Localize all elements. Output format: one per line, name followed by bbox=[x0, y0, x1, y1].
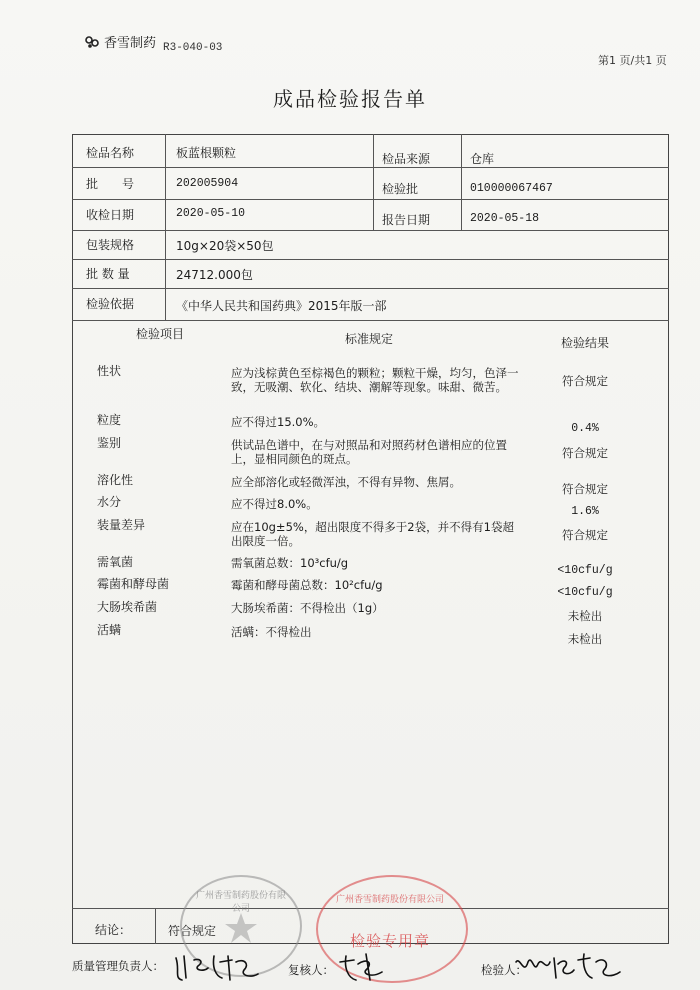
qa-manager-label: 质量管理负责人： bbox=[72, 959, 164, 973]
test-requirement: 大肠埃希菌：不得检出（1g） bbox=[231, 601, 384, 615]
product-name-label: 检品名称 bbox=[86, 146, 135, 160]
product-name-value: 板蓝根颗粒 bbox=[176, 146, 237, 160]
test-item: 鉴别 bbox=[97, 436, 122, 450]
column-header-item: 检验项目 bbox=[136, 327, 185, 341]
test-result: 0.4% bbox=[571, 422, 599, 435]
test-requirement: 应不得过15.0%。 bbox=[231, 415, 326, 429]
test-result: 未检出 bbox=[567, 632, 603, 646]
test-item: 粒度 bbox=[97, 413, 122, 427]
test-result: 符合规定 bbox=[562, 482, 608, 496]
test-item: 需氧菌 bbox=[97, 555, 134, 569]
conclusion-value: 符合规定 bbox=[168, 924, 217, 938]
test-item: 活螨 bbox=[97, 623, 122, 637]
inspection-batch-label: 检验批 bbox=[382, 182, 419, 196]
table-divider bbox=[461, 134, 462, 231]
column-header-result: 检验结果 bbox=[561, 336, 610, 350]
source-label: 检品来源 bbox=[382, 152, 431, 166]
spec-value: 10g×20袋×50包 bbox=[176, 239, 274, 253]
test-requirement: 应在10g±5%，超出限度不得多于2袋，并不得有1袋超出限度一倍。 bbox=[231, 520, 514, 548]
reviewer-label: 复核人： bbox=[288, 963, 334, 977]
receipt-date-value: 2020-05-10 bbox=[176, 207, 246, 220]
table-divider bbox=[165, 134, 166, 320]
reviewer-signature bbox=[336, 950, 388, 984]
quantity-value: 24712.000包 bbox=[176, 268, 253, 282]
qa-manager-signature bbox=[170, 948, 262, 984]
test-result: 未检出 bbox=[567, 609, 603, 623]
basis-label: 检验依据 bbox=[86, 297, 135, 311]
seal-caption-red: 检验专用章 bbox=[349, 932, 430, 950]
report-date-label: 报告日期 bbox=[382, 213, 431, 227]
test-item: 装量差异 bbox=[97, 518, 146, 532]
company-logo bbox=[84, 32, 156, 51]
test-requirement: 需氧菌总数：10³cfu/g bbox=[231, 556, 349, 570]
test-requirement: 供试品色谱中，在与对照品和对照药材色谱相应的位置上，显相同颜色的斑点。 bbox=[231, 438, 507, 466]
test-requirement: 应不得过8.0%。 bbox=[231, 497, 318, 511]
table-divider bbox=[72, 230, 669, 231]
test-item: 水分 bbox=[97, 495, 122, 509]
inspector-label: 检验人： bbox=[481, 963, 527, 977]
company-logo-icon bbox=[84, 34, 100, 50]
form-code: R3-040-03 bbox=[163, 42, 223, 54]
inspector-signature bbox=[512, 948, 624, 984]
quantity-label: 批 数 量 bbox=[86, 267, 130, 281]
table-divider bbox=[72, 199, 669, 200]
report-date-value: 2020-05-18 bbox=[470, 212, 540, 225]
test-requirement: 霉菌和酵母菌总数：10²cfu/g bbox=[231, 578, 383, 592]
test-requirement: 活螨：不得检出 bbox=[231, 625, 312, 639]
table-divider bbox=[72, 259, 669, 260]
seal-text-grey: 广州香雪制药股份有限公司 bbox=[196, 891, 287, 914]
column-header-requirement: 标准规定 bbox=[345, 332, 394, 346]
page-title: 成品检验报告单 bbox=[273, 87, 427, 111]
batch-label: 批 号 bbox=[86, 177, 135, 191]
test-result: 符合规定 bbox=[562, 446, 608, 460]
test-requirement: 应为浅棕黄色至棕褐色的颗粒；颗粒干燥，均匀，色泽一致，无吸潮、软化、结块、潮解等现象。味甜、微苦。 bbox=[231, 366, 519, 394]
test-requirement: 应全部溶化或轻微浑浊，不得有异物、焦屑。 bbox=[231, 475, 461, 489]
test-result: <10cfu/g bbox=[557, 564, 613, 577]
table-divider bbox=[72, 167, 669, 168]
test-result: 符合规定 bbox=[562, 374, 608, 388]
basis-value: 《中华人民共和国药典》2015年版一部 bbox=[176, 299, 387, 313]
test-result: <10cfu/g bbox=[557, 586, 613, 599]
table-divider bbox=[155, 908, 156, 944]
source-value: 仓库 bbox=[470, 152, 495, 166]
inspection-batch-value: 010000067467 bbox=[470, 182, 553, 195]
company-name: 香雪制药 bbox=[104, 36, 157, 51]
test-item: 霉菌和酵母菌 bbox=[97, 577, 170, 591]
seal-text-red: 广州香雪制药股份有限公司 bbox=[335, 895, 444, 905]
table-divider bbox=[72, 288, 669, 289]
conclusion-label: 结论： bbox=[95, 923, 132, 937]
spec-label: 包装规格 bbox=[86, 238, 135, 252]
test-result: 1.6% bbox=[571, 505, 599, 518]
table-divider bbox=[72, 320, 669, 321]
batch-value: 202005904 bbox=[176, 177, 239, 190]
page-number: 第1 页/共1 页 bbox=[598, 54, 667, 67]
test-item: 溶化性 bbox=[97, 473, 134, 487]
test-item: 大肠埃希菌 bbox=[97, 600, 158, 614]
table-divider bbox=[373, 134, 374, 231]
test-result: 符合规定 bbox=[562, 528, 608, 542]
test-item: 性状 bbox=[97, 364, 122, 378]
receipt-date-label: 收检日期 bbox=[86, 208, 135, 222]
